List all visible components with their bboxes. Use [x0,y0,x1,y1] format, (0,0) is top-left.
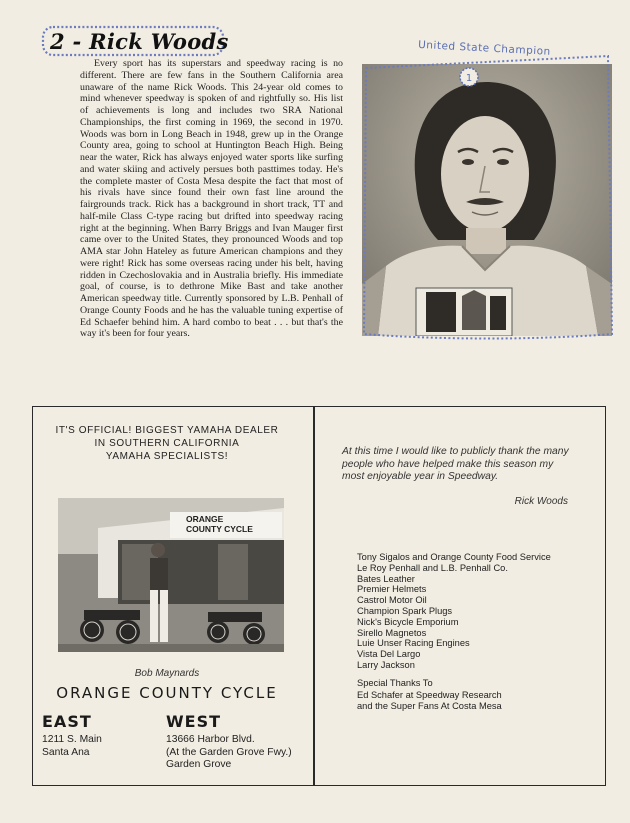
special-thanks [357,678,597,713]
article-body: Every sport has its superstars and speedway racing is no different. There are few fans in the Southern California area unaware of the name Rick Woods. This 24-year old comes to mind whenever speedway is spoken of and rightfully so. His list of achievements is long and includes two SRA National Championships, the first coming in 1969, the second in 1970. Woods was born in Long Beach in 1948, grew up in the Orange County area, going to school at Huntington Beach High. Being near the water, Rick has always enjoyed water sports like surfing and water skiing and actively persues both pasttimes today. He's the complete master of Costa Mesa despite the fact that most of his rivals have since found their own fast line around the fairgrounds track. Rick has a background in short track, TT and half-mile Class C-type racing but drifted into speedway racing right at the beginning. When Barry Briggs and Ivan Mauger first came over to the United States, they pronounced Woods and top AMA star John Hateley as future American champions and they were right! Rick has some overseas racing under his belt, having ridden in Czechoslovakia and in Australia briefly. His immediate goal, of course, is to dethrone Mike Bast and take another American speedway title. Currently sponsored by L.B. Penhall of Orange County Foods and he has the valuable tuning expertise of Ed Schaefer behind him. A hard combo to beat . . . but that's the way it's been for four years. [80,58,343,340]
east-address-line: 1211 S. Main [42,734,102,745]
ad-brand-name: ORANGE COUNTY CYCLE [56,684,278,702]
sponsor-item: Larry Jackson [357,659,415,670]
article-title: 2 - Rick Woods [50,29,229,54]
storefront-sign: ORANGE [186,514,224,524]
west-address-line: (At the Garden Grove Fwy.) [166,746,292,758]
article-title-badge [40,24,229,58]
sponsor-item: Vista Del Largo [357,649,421,660]
sponsor-item: Sirello Magnetos [357,627,427,638]
east-label: EAST [42,712,92,731]
special-thanks-line: Special Thanks To [357,678,433,688]
thanks-signature: Rick Woods [514,496,568,507]
east-address [42,734,102,759]
ad-headline-line: YAMAHA SPECIALISTS! [105,451,229,462]
sponsor-item: Nick's Bicycle Emporium [357,616,459,627]
rider-photo-frame [358,34,618,344]
sponsor-item: Le Roy Penhall and L.B. Penhall Co. [357,562,508,573]
thanks-quote: At this time I would like to publicly thank the many people who have helped make this season my most enjoyable year in Speedway. [342,446,569,482]
ad-headline [40,424,294,463]
west-address-line: Garden Grove [166,759,232,770]
sponsor-item: Luie Unser Racing Engines [357,638,470,649]
sponsor-item: Bates Leather [357,573,415,584]
champion-banner: United State Champion [417,38,552,58]
ad-divider [313,406,315,786]
storefront-sign-2: COUNTY CYCLE [186,524,253,534]
sponsor-item: Champion Spark Plugs [357,605,453,616]
west-address [166,734,292,772]
ad-headline-line: IT'S OFFICIAL! BIGGEST YAMAHA DEALER [55,425,279,436]
west-address-line: 13666 Harbor Blvd. [166,734,255,745]
west-label: WEST [166,712,222,731]
sponsor-item: Premier Helmets [357,584,427,595]
special-thanks-line: Ed Schafer at Speedway Research [357,689,502,700]
number-one-badge [458,66,480,88]
sponsor-item: Castrol Motor Oil [357,595,427,606]
sponsor-list [357,552,597,671]
ad-owner: Bob Maynards [134,668,200,679]
special-thanks-line: and the Super Fans At Costa Mesa [357,701,502,711]
ad-headline-line: IN SOUTHERN CALIFORNIA [94,438,240,449]
storefront-photo [58,498,284,652]
sponsor-item: Tony Sigalos and Orange County Food Service [357,552,551,562]
badge-number: 1 [465,73,473,84]
rider-photo [358,34,618,344]
east-address-line: Santa Ana [42,746,90,758]
